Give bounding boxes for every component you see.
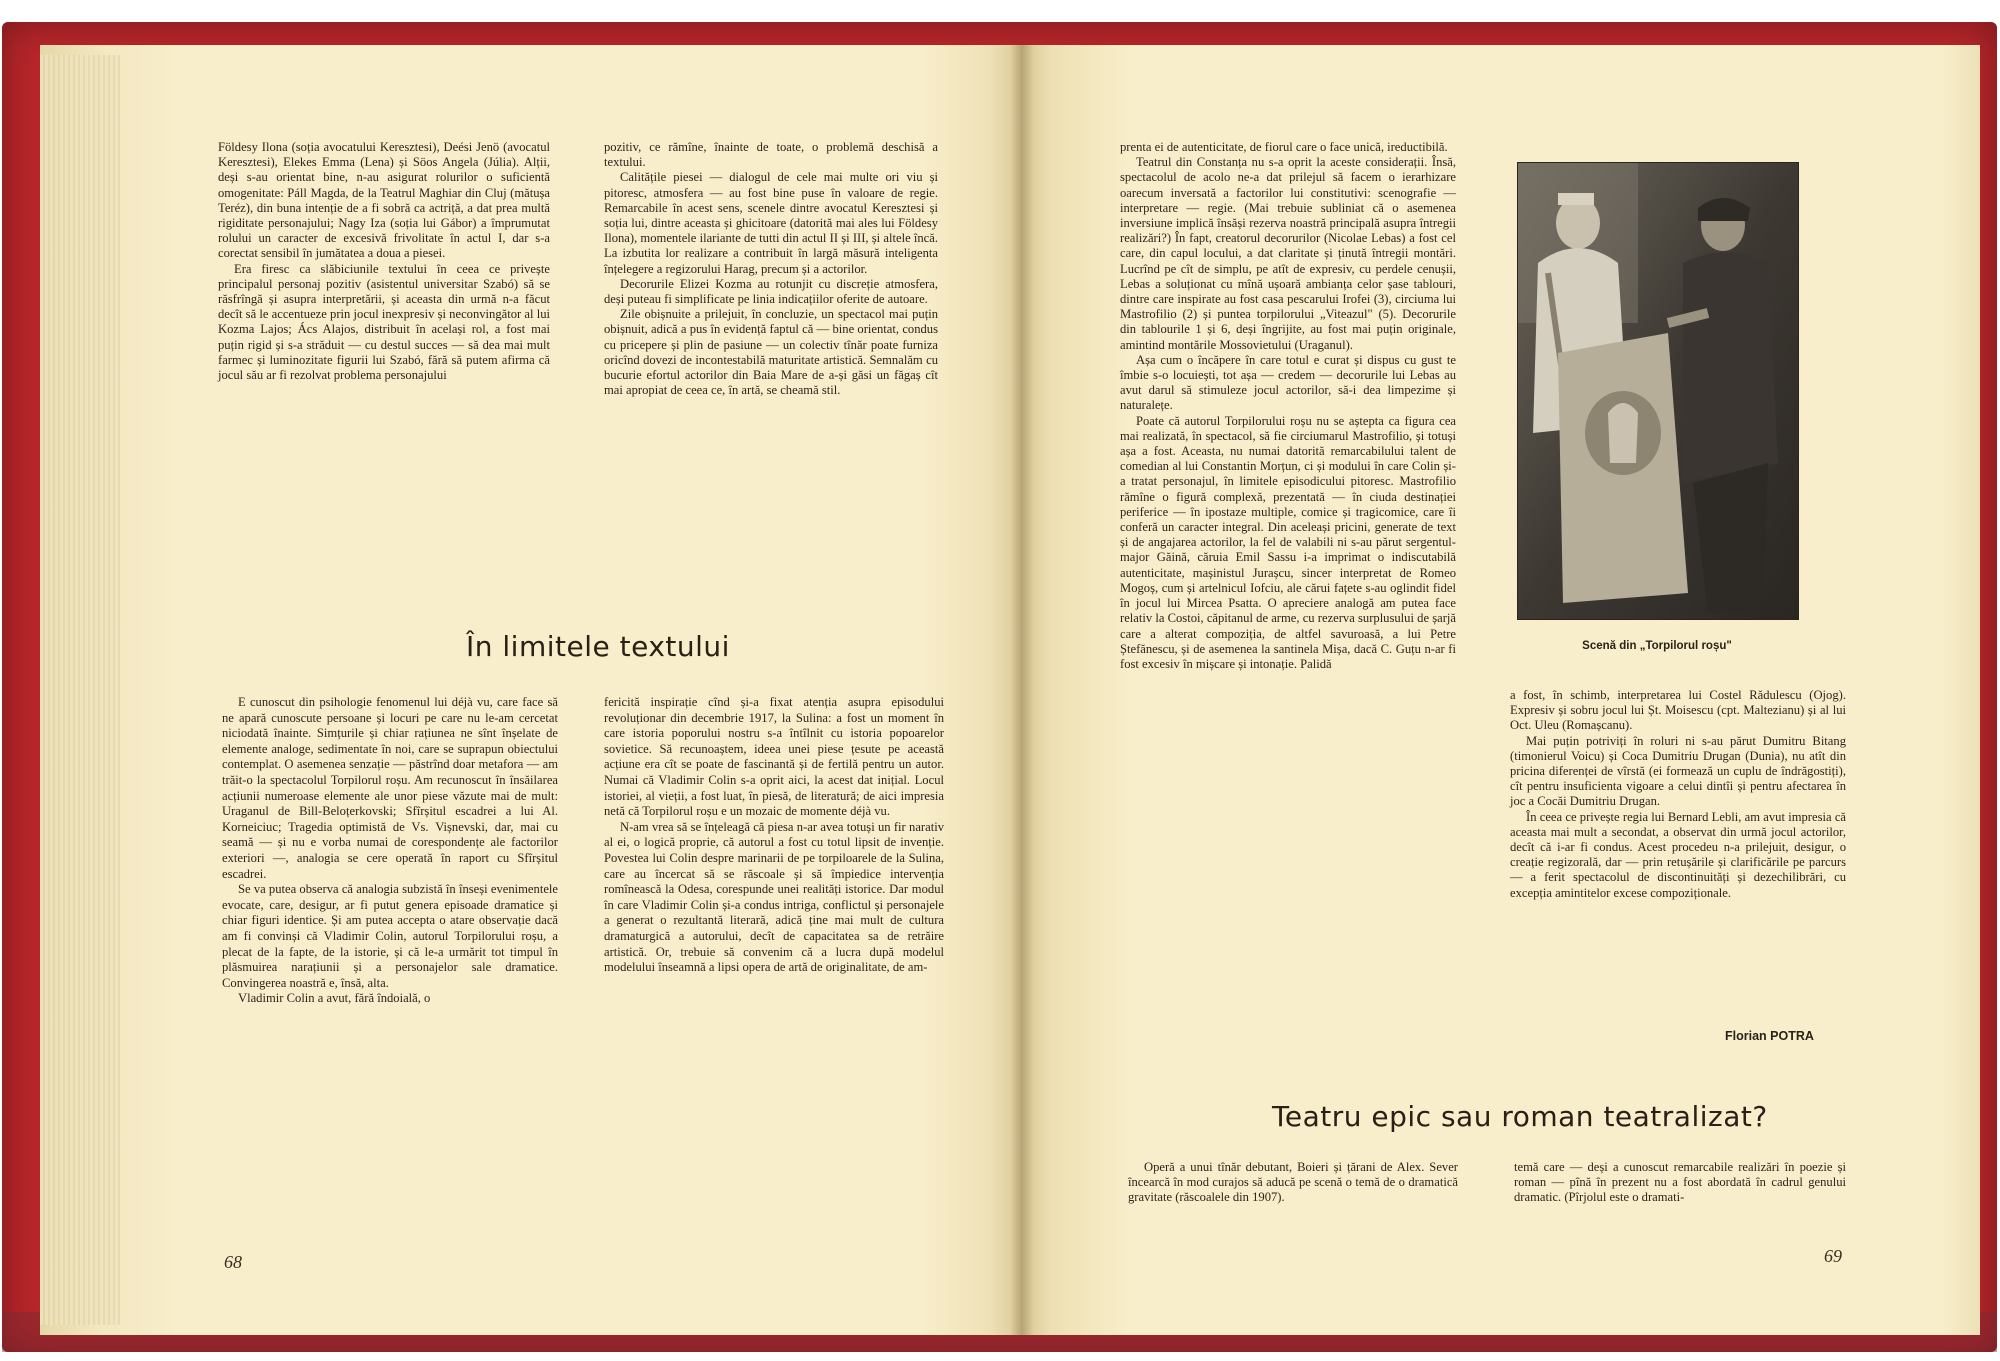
right-bottom-column-1 bbox=[1128, 1160, 1458, 1206]
paragraph: a fost, în schimb, interpretarea lui Costel Rădulescu (Ojog). Expresiv și sobru jocul lui Șt. Moisescu (cpt. Maltezianu) și al lui Oct. Uleu (Romașcanu). bbox=[1510, 688, 1846, 733]
paragraph: Mai puțin potriviți în roluri ni s-au părut Dumitru Bitang (timonierul Voicu) și Coca Dumitriu Drugan (Dunia), nu atît din pricina diferenței de vîrstă (ei formează un cuplu de îndrăgostiți), cît pentru insuficienta vigoare a celui dintîi și pentru afectarea în joc a Cocăi Dumitriu Drugan. bbox=[1510, 733, 1846, 809]
paragraph: Era firesc ca slăbiciunile textului în ceea ce privește principalul personaj pozitiv (asistentul universitar Szabó) să se răsfrîngă și asupra interpretării, și aceasta din urmă n-a făcut decît să le accentueze prin jocul inexpresiv și neconvingător al lui Kozma Lajos; Ács Alajos, distribuit în același rol, a fost mai puțin rigid și s-a străduit — cu destul succes — să dea mai mult farmec și luminozitate figurii lui Szabó, fără să putem afirma că jocul său ar fi rezolvat problema personajului bbox=[218, 261, 550, 383]
paragraph: Poate că autorul Torpilorului roșu nu se aștepta ca figura cea mai realizată, în spectacol, să fie circiumarul Mastrofilio, și totuși așa a fost. Aceasta, nu numai datorită remarcabilului talent de comedian al lui Constantin Morțun, ci și modului în care Colin și-a tratat personajul, în limitele episodicului pitoresc. Mastrofilio rămîne o figură complexă, prezentată — în ciuda destinației periferice — în ipostaze multiple, comice și tragicomice, care îi conferă un caracter integral. Din aceleași pricini, generate de text și de angajarea actorilor, la fel de valabili ni s-au părut sergentul-major Găină, căruia Emil Sassu i-a imprimat o indiscutabilă autenticitate, mașinistul Jurașcu, sincer interpretat de Romeo Mogoș, cum și artelnicul Iofciu, ale cărui fațete s-au oglindit fidel în jocul lui Mircea Psatta. O apreciere analogă am putea face relativ la Costoi, căpitanul de arme, cu rezerva surplusului de șarjă care a alterat compoziția, de altfel savuroasă, a lui Petre Ștefănescu, și de asemenea la santinela Mișa, dacă C. Guțu n-ar fi fost excesiv în mișcare și intonație. Palidă bbox=[1120, 413, 1456, 671]
right-column-1 bbox=[1120, 140, 1456, 672]
scene-photograph-image bbox=[1518, 163, 1798, 619]
right-column-2 bbox=[1510, 688, 1846, 901]
paragraph: Vladimir Colin a avut, fără îndoială, o bbox=[238, 991, 431, 1006]
paragraph: Decorurile Elizei Kozma au rotunjit cu discreție atmosfera, deși puteau fi simplificate pe linia indicațiilor oferite de autoare. bbox=[604, 276, 938, 307]
scene-photograph bbox=[1517, 162, 1799, 620]
left-bottom-column-1 bbox=[222, 695, 558, 1007]
book-gutter bbox=[1010, 45, 1034, 1335]
paragraph: pozitiv, ce rămîne, înainte de toate, o problemă deschisă a textului. bbox=[604, 140, 938, 170]
paragraph: prenta ei de autenticitate, de fiorul care o face unică, ireductibilă. bbox=[1120, 140, 1448, 154]
photo-caption: Scenă din „Torpilorul roșu" bbox=[1582, 640, 1732, 652]
article-heading-right: Teatru epic sau roman teatralizat? bbox=[1272, 1100, 1768, 1133]
left-top-column-1 bbox=[218, 140, 550, 383]
paragraph: Földesy Ilona (soția avocatului Keresztesi), Deési Jenö (avocatul Keresztesi), Elekes Emma (Lena) și Söos Angela (Júlia). Alții, deși s-au orientat bine, n-au asigurat rolurilor o suficientă omogenitate: Páll Magda, de la Teatrul Maghiar din Cluj (mătușa Teréz), din buna intenție de a fi sobră ca actriță, a dat prea multă rigiditate personajului; Nagy Iza (soția lui Gábor) a împrumutat rolului un caracter de excesivă frivolitate în actul I, dar s-a corectat sensibil în jumătatea a doua a piesei. bbox=[218, 140, 550, 261]
right-bottom-column-2 bbox=[1514, 1160, 1846, 1206]
paragraph: Operă a unui tînăr debutant, Boieri și țărani de Alex. Sever încearcă în mod curajos să aducă pe scenă o temă de o dramatică gravitate (răscoalele din 1907). bbox=[1128, 1160, 1458, 1205]
paragraph: Teatrul din Constanța nu s-a oprit la aceste considerații. Însă, spectacolul de acolo ne-a dat prilejul să facem o ierarhizare oarecum inversată a factorilor lui constitutivi: scenografie — interpretare — regie. (Mai trebuie subliniat că o asemenea inversiune implică însăși rezerva noastră principală asupra întregii realizări?) În fapt, creatorul decorurilor (Nicolae Lebas) a fost cel care, din capul locului, a dat claritate și ținută întregii montări. Lucrînd pe cît de simplu, pe atît de expresiv, cu perdele cenușii, Lebas a soluționat cu mînă ușoară ambianța celor șase tablouri, dintre care inspirate au fost casa pescarului Irofei (3), circiuma lui Mastrofilio (2) și puntea torpilorului „Viteazul" (5). Decorurile din tablourile 1 și 6, deși îngrijite, au fost mai puțin originale, amintind montările Mossovietului (Uraganul). bbox=[1120, 155, 1456, 352]
paragraph: temă care — deși a cunoscut remarcabile realizări în poezie și roman — pînă în prezent nu a fost abordată în cadrul genului dramatic. (Pîrjolul este o dramati- bbox=[1514, 1160, 1846, 1205]
article-heading-left: În limitele textului bbox=[466, 630, 730, 663]
paragraph: În ceea ce privește regia lui Bernard Lebli, am avut impresia că aceasta mai mult a secondat, a observat din urmă jocul actorilor, decît că i-ar fi condus. Acest procedeu n-a prilejuit, desigur, o creație regizorală, dar — prin retușările și clarificările pe parcurs — a ferit spectacolul de discontinuități și dezechilibrări, cu excepția amintitelor excese compoziționale. bbox=[1510, 809, 1846, 900]
page-edges bbox=[40, 55, 120, 1325]
paragraph: Așa cum o încăpere în care totul e curat și dispus cu gust te îmbie s-o locuiești, tot așa — credem — decorurile lui Lebas au avut darul să stimuleze jocul actorilor, să-i dea limpezime și naturalețe. bbox=[1120, 352, 1456, 413]
paragraph: Zile obișnuite a prilejuit, în concluzie, un spectacol mai puțin obișnuit, adică a pus în evidență faptul că — bine orientat, condus cu pricepere și plin de pasiune — un colectiv tînăr poate furniza oricînd dovezi de incontestabilă maturitate artistică. Semnalăm cu bucurie efortul actorilor din Baia Mare de a-și găsi un făgaș cît mai apropiat de ceea ce, în artă, se cheamă stil. bbox=[604, 307, 938, 398]
paragraph: fericită inspirație cînd și-a fixat atenția asupra episodului revoluționar din decembrie 1917, la Sulina: a fost un moment în care istoria poporului nostru s-a întîlnit cu istoria popoarelor sovietice. Să recunoaștem, ideea unei piese țesute pe această acțiune era cît se poate de fascinantă și de fertilă pentru un autor. Numai că Vladimir Colin s-a oprit aici, la acest dat inițial. Locul istoriei, al vieții, a fost luat, în piesă, de literatură; de aici impresia netă că Torpilorul roșu e un mozaic de momente déjà vu. bbox=[604, 695, 944, 819]
author-signature: Florian POTRA bbox=[1725, 1029, 1814, 1043]
paragraph: Se va putea observa că analogia subzistă în înseși evenimentele evocate, care, desigur, ar fi putut genera episoade dramatice și chiar figuri identice. Și am putea accepta o atare observație dacă am fi convinși că Vladimir Colin, autorul Torpilorului roșu, a plecat de la fapte, de la istorie, și că le-a urmărit tot timpul în plăsmuirea narațiunii și a personajelor sale dramatice. Convingerea noastră e, însă, alta. bbox=[222, 882, 558, 990]
page-number-right: 69 bbox=[1824, 1246, 1842, 1266]
left-bottom-column-2 bbox=[604, 695, 944, 976]
page-number-left: 68 bbox=[224, 1252, 242, 1272]
paragraph: E cunoscut din psihologie fenomenul lui déjà vu, care face să ne apară cunoscute persoane și locuri pe care nu le-am cercetat niciodată înainte. Simțurile și chiar rațiunea ne sînt înșelate de elemente analoge, sedimentate în noi, care se suprapun obiectului contemplat. O asemenea senzație — păstrînd doar metafora — am trăit-o la spectacolul Torpilorul roșu. Am recunoscut în însăilarea acțiunii numeroase elemente ale unor piese văzute mai de mult: Uraganul de Bill-Beloțerkovski; Sfîrșitul escadrei a lui Al. Korneiciuc; Tragedia optimistă de Vs. Vișnevski, dar, mai cu seamă — și nu e vorba numai de corespondențe ale factorilor exteriori —, analogia se cere operată în raport cu Sfîrșitul escadrei. bbox=[222, 695, 558, 881]
paragraph: N-am vrea să se înțeleagă că piesa n-ar avea totuși un fir narativ al ei, o logică proprie, că autorul a fost cu totul lipsit de invenție. Povestea lui Colin despre marinarii de pe torpiloarele de la Sulina, care au încercat să se răscoale și să împiedice intervenția romînească la Odesa, corespunde unei realități istorice. Dar modul în care Vladimir Colin și-a condus intriga, conflictul și personajele a generat o rezultantă literară, adică ține mai mult de cultura dramaturgică a autorului, decît de capacitatea sa de retrăire artistică. Or, trebuie să convenim că a lucra după modelul modelului înseamnă a lipsi opera de artă de originalitate, de am- bbox=[604, 819, 944, 975]
paragraph: Calitățile piesei — dialogul de cele mai multe ori viu și pitoresc, atmosfera — au fost bine puse în valoare de regie. Remarcabile în acest sens, scenele dintre avocatul Keresztesi și soția lui, dintre aceasta și ghicitoare (datorită mai ales lui Földesy Ilona), momentele ilariante de tutti din actul II și III, și altele încă. La izbutita lor realizare a contribuit în largă măsură inteligenta înțelegere a regizorului Harag, precum și a actorilor. bbox=[604, 170, 938, 276]
left-top-column-2 bbox=[604, 140, 938, 398]
